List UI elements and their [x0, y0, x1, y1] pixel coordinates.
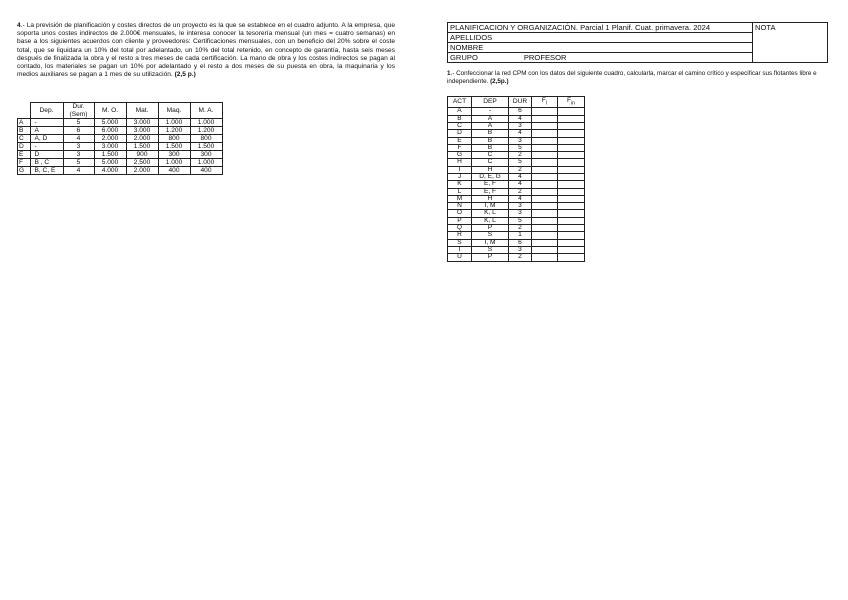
problem-4-number: 4: [17, 22, 21, 29]
problem-4-text: .- La previsión de planificación y costes directos de un proyecto es la que se establece en el cuadro adjunto. A la empresa, que soporta unos costes indirectos de 2.000€ mensuales, le interesa conocer la tesorería mensual (un mes = cuatro semanas) en base a los siguientes acuerdos con cliente y proveedores: Certificaciones mensuales, con un beneficio del 20% sobre el coste total, que se liquidara un 10% del total por adelantado, un 10% del total retenido, en concepto de garantía, hasta seis meses después de finalizada la obra y el resto a tres meses de cada certificación. La mano de obra y los costes indirectos se pagan al contado, los materiales se pagan un 10% por adelantado y el resto a dos meses de su puesta en obra, la maquinaria y los medios auxiliares se pagan a 1 mes de su utilización.: [17, 22, 395, 79]
costs-cell: A, D: [30, 135, 63, 143]
cpm-act-cell: A: [448, 108, 472, 115]
costs-cell: 6.000: [94, 127, 126, 135]
cpm-table-row: [448, 181, 585, 188]
costs-cell: 1.200: [190, 127, 222, 135]
costs-table-row: [18, 143, 223, 151]
cpm-act-cell: C: [448, 122, 472, 129]
cpm-fin-cell[interactable]: [558, 225, 585, 232]
grupo-label: GRUPO: [450, 53, 478, 62]
cpm-table-row: [448, 203, 585, 210]
cpm-fin-cell[interactable]: [558, 217, 585, 224]
cpm-dur-cell: 6: [509, 108, 532, 115]
cpm-dep-cell: S: [472, 232, 509, 239]
cpm-table-row: [448, 217, 585, 224]
cpm-fin-cell[interactable]: [558, 181, 585, 188]
cpm-act-cell: T: [448, 246, 472, 253]
cpm-act-cell: D: [448, 130, 472, 137]
cpm-dep-cell: C: [472, 159, 509, 166]
costs-row-label: C: [18, 135, 31, 143]
costs-cell: 2.000: [94, 135, 126, 143]
cpm-fl-cell[interactable]: [532, 246, 558, 253]
problem-1-text: .- Confeccionar la red CPM con los datos del siguiente cuadro, calcularla, marcar el camino crítico y especificar sus flotantes libre e independiente.: [447, 70, 817, 85]
cpm-dur-cell: 3: [509, 137, 532, 144]
cpm-fl-cell[interactable]: [532, 225, 558, 232]
cpm-dur-cell: 4: [509, 181, 532, 188]
cpm-fl-cell[interactable]: [532, 144, 558, 151]
cpm-fl-cell[interactable]: [532, 130, 558, 137]
costs-cell: 3.000: [126, 119, 158, 127]
costs-table-row: [18, 119, 223, 127]
costs-cell: -: [30, 143, 63, 151]
cpm-table-row: [448, 210, 585, 217]
cpm-act-cell: Q: [448, 225, 472, 232]
cpm-table-row: [448, 159, 585, 166]
cpm-dur-cell: 4: [509, 173, 532, 180]
cpm-fin-cell[interactable]: [558, 254, 585, 261]
costs-cell: 5: [63, 119, 94, 127]
cpm-dep-cell: -: [472, 108, 509, 115]
cpm-col-fin-letter: F: [567, 97, 572, 104]
cpm-col-fin: [558, 97, 585, 108]
cpm-table-row: [448, 225, 585, 232]
cpm-fin-cell[interactable]: [558, 159, 585, 166]
cpm-dep-cell: E, F: [472, 188, 509, 195]
costs-cell: 1.000: [158, 159, 190, 167]
costs-table: [17, 102, 223, 175]
cpm-act-cell: U: [448, 254, 472, 261]
cpm-table-row: [448, 173, 585, 180]
costs-table-row: [18, 151, 223, 159]
costs-cell: 300: [158, 151, 190, 159]
exam-title: PLANIFICACION Y ORGANIZACIÓN. Parcial 1 Planif. Cuat. primavera. 2024: [448, 23, 753, 33]
cpm-fin-cell[interactable]: [558, 246, 585, 253]
cpm-dur-cell: 2: [509, 254, 532, 261]
cpm-table-row: [448, 188, 585, 195]
costs-row-label: B: [18, 127, 31, 135]
cpm-dep-cell: K, L: [472, 217, 509, 224]
problem-1-statement: [447, 70, 829, 86]
profesor-label: PROFESOR: [523, 53, 567, 62]
cpm-dep-cell: D, E, G: [472, 173, 509, 180]
cpm-fl-cell[interactable]: [532, 188, 558, 195]
problem-1-number: 1: [447, 70, 451, 77]
cpm-dep-cell: S: [472, 246, 509, 253]
costs-cell: 1.500: [158, 143, 190, 151]
costs-col-ma: M. A.: [190, 103, 222, 119]
exam-header-title-row: [448, 23, 828, 33]
cpm-dur-cell: 3: [509, 203, 532, 210]
cpm-act-cell: M: [448, 195, 472, 202]
cpm-dur-cell: 3: [509, 246, 532, 253]
cpm-fin-cell[interactable]: [558, 108, 585, 115]
cpm-col-fl-letter: F: [541, 97, 546, 104]
cpm-fl-cell[interactable]: [532, 239, 558, 246]
costs-table-body: [18, 119, 223, 175]
cpm-act-cell: E: [448, 137, 472, 144]
costs-cell: B , C: [30, 159, 63, 167]
cpm-table-row: [448, 152, 585, 159]
exam-header-table: [447, 22, 828, 63]
costs-row-label: G: [18, 167, 31, 175]
cpm-table-row: [448, 122, 585, 129]
apellidos-field[interactable]: APELLIDOS: [448, 33, 753, 43]
cpm-dur-cell: 2: [509, 225, 532, 232]
nota-label: NOTA: [755, 23, 776, 32]
cpm-dur-cell: 2: [509, 166, 532, 173]
cpm-fin-cell[interactable]: [558, 137, 585, 144]
cpm-act-cell: F: [448, 144, 472, 151]
costs-col-blank: [18, 103, 31, 119]
costs-cell: 3.000: [126, 127, 158, 135]
costs-row-label: D: [18, 143, 31, 151]
costs-cell: A: [30, 127, 63, 135]
cpm-dur-cell: 5: [509, 144, 532, 151]
cpm-table-row: [448, 195, 585, 202]
costs-cell: 400: [158, 167, 190, 175]
cpm-act-cell: G: [448, 152, 472, 159]
cpm-fl-cell[interactable]: [532, 159, 558, 166]
costs-cell: 1.500: [94, 151, 126, 159]
costs-cell: -: [30, 119, 63, 127]
cpm-fin-cell[interactable]: [558, 188, 585, 195]
cpm-dep-cell: P: [472, 254, 509, 261]
cpm-dep-cell: E, F: [472, 181, 509, 188]
cpm-table-row: [448, 232, 585, 239]
cpm-dep-cell: B: [472, 130, 509, 137]
cpm-table-row: [448, 144, 585, 151]
cpm-table-row: [448, 254, 585, 261]
cpm-table-body: [448, 108, 585, 261]
cpm-table-row: [448, 166, 585, 173]
cpm-col-fl: [532, 97, 558, 108]
grupo-profesor-field[interactable]: [448, 53, 753, 63]
cpm-fl-cell[interactable]: [532, 217, 558, 224]
costs-cell: 900: [126, 151, 158, 159]
cpm-fin-cell[interactable]: [558, 166, 585, 173]
cpm-col-dur: DUR: [509, 97, 532, 108]
costs-cell: 4: [63, 135, 94, 143]
cpm-fin-cell[interactable]: [558, 210, 585, 217]
cpm-act-cell: P: [448, 217, 472, 224]
nota-box: [753, 23, 828, 63]
cpm-act-cell: N: [448, 203, 472, 210]
cpm-fin-cell[interactable]: [558, 173, 585, 180]
cpm-table-row: [448, 115, 585, 122]
cpm-dur-cell: 4: [509, 195, 532, 202]
costs-col-dep: Dep.: [30, 103, 63, 119]
costs-cell: 3: [63, 143, 94, 151]
costs-cell: B, C, E: [30, 167, 63, 175]
cpm-act-cell: K: [448, 181, 472, 188]
costs-cell: 1.500: [126, 143, 158, 151]
costs-col-mo: M. O.: [94, 103, 126, 119]
problem-4-points: (2,5 p.): [174, 71, 196, 79]
cpm-dur-cell: 2: [509, 188, 532, 195]
cpm-fl-cell[interactable]: [532, 181, 558, 188]
cpm-table-row: [448, 108, 585, 115]
cpm-dep-cell: K, L: [472, 210, 509, 217]
cpm-act-cell: I: [448, 166, 472, 173]
cpm-act-cell: H: [448, 159, 472, 166]
costs-cell: 6: [63, 127, 94, 135]
cpm-dep-cell: C: [472, 152, 509, 159]
costs-cell: 4.000: [94, 167, 126, 175]
costs-cell: 800: [190, 135, 222, 143]
cpm-dep-cell: H: [472, 166, 509, 173]
cpm-dep-cell: B: [472, 137, 509, 144]
costs-col-dur: Dur. (Sem): [63, 103, 94, 119]
costs-cell: 1.500: [190, 143, 222, 151]
cpm-fl-cell[interactable]: [532, 210, 558, 217]
cpm-table-row: [448, 246, 585, 253]
cpm-col-dep: DEP: [472, 97, 509, 108]
cpm-fin-cell[interactable]: [558, 122, 585, 129]
cpm-fl-cell[interactable]: [532, 232, 558, 239]
cpm-fl-cell[interactable]: [532, 195, 558, 202]
cpm-fin-cell[interactable]: [558, 144, 585, 151]
cpm-fin-cell[interactable]: [558, 203, 585, 210]
cpm-dur-cell: 4: [509, 115, 532, 122]
problem-1-points: (2,5p.): [490, 77, 509, 85]
cpm-fl-cell[interactable]: [532, 108, 558, 115]
costs-cell: 3.000: [94, 143, 126, 151]
cpm-fin-cell[interactable]: [558, 152, 585, 159]
costs-cell: 2.000: [126, 167, 158, 175]
cpm-dep-cell: A: [472, 122, 509, 129]
cpm-dur-cell: 6: [509, 239, 532, 246]
cpm-act-cell: L: [448, 188, 472, 195]
cpm-col-act: ACT: [448, 97, 472, 108]
cpm-fl-cell[interactable]: [532, 203, 558, 210]
costs-table-row: [18, 127, 223, 135]
costs-row-label: A: [18, 119, 31, 127]
cpm-table-row: [448, 239, 585, 246]
cpm-table-header-row: [448, 97, 585, 108]
problem-4-statement: [17, 22, 395, 79]
cpm-act-cell: O: [448, 210, 472, 217]
costs-cell: D: [30, 151, 63, 159]
cpm-fin-cell[interactable]: [558, 130, 585, 137]
cpm-fl-cell[interactable]: [532, 115, 558, 122]
cpm-table-row: [448, 130, 585, 137]
costs-cell: 400: [190, 167, 222, 175]
costs-table-row: [18, 159, 223, 167]
cpm-fl-cell[interactable]: [532, 152, 558, 159]
costs-cell: 5.000: [94, 119, 126, 127]
costs-row-label: F: [18, 159, 31, 167]
costs-cell: 1.000: [190, 119, 222, 127]
cpm-col-fl-sub: l: [545, 100, 548, 107]
cpm-act-cell: R: [448, 232, 472, 239]
cpm-act-cell: B: [448, 115, 472, 122]
cpm-dur-cell: 5: [509, 217, 532, 224]
cpm-dep-cell: I, M: [472, 239, 509, 246]
cpm-act-cell: S: [448, 239, 472, 246]
costs-cell: 4: [63, 167, 94, 175]
cpm-dep-cell: H: [472, 195, 509, 202]
costs-cell: 2.500: [126, 159, 158, 167]
cpm-dur-cell: 3: [509, 122, 532, 129]
cpm-dur-cell: 2: [509, 152, 532, 159]
cpm-fin-cell[interactable]: [558, 115, 585, 122]
costs-row-label: E: [18, 151, 31, 159]
cpm-dep-cell: I, M: [472, 203, 509, 210]
cpm-fin-cell[interactable]: [558, 232, 585, 239]
cpm-table-row: [448, 137, 585, 144]
cpm-dep-cell: A: [472, 115, 509, 122]
costs-cell: 1.000: [158, 119, 190, 127]
nombre-field[interactable]: NOMBRE: [448, 43, 753, 53]
cpm-fl-cell[interactable]: [532, 137, 558, 144]
costs-table-row: [18, 135, 223, 143]
costs-cell: 800: [158, 135, 190, 143]
cpm-table: [447, 96, 585, 262]
cpm-fin-cell[interactable]: [558, 239, 585, 246]
costs-col-maq: Maq.: [158, 103, 190, 119]
costs-cell: 2.000: [126, 135, 158, 143]
cpm-col-fin-sub: in: [571, 100, 575, 107]
cpm-act-cell: J: [448, 173, 472, 180]
costs-cell: 5: [63, 159, 94, 167]
costs-cell: 5.000: [94, 159, 126, 167]
cpm-dur-cell: 4: [509, 130, 532, 137]
costs-table-header-row: [18, 103, 223, 119]
cpm-fl-cell[interactable]: [532, 173, 558, 180]
costs-cell: 300: [190, 151, 222, 159]
cpm-fin-cell[interactable]: [558, 195, 585, 202]
cpm-dep-cell: P: [472, 225, 509, 232]
cpm-dur-cell: 1: [509, 232, 532, 239]
cpm-dur-cell: 3: [509, 210, 532, 217]
costs-table-row: [18, 167, 223, 175]
cpm-dep-cell: B: [472, 144, 509, 151]
cpm-fl-cell[interactable]: [532, 166, 558, 173]
costs-col-mat: Mat.: [126, 103, 158, 119]
cpm-dur-cell: 5: [509, 159, 532, 166]
costs-cell: 3: [63, 151, 94, 159]
costs-cell: 1.200: [158, 127, 190, 135]
cpm-fl-cell[interactable]: [532, 122, 558, 129]
cpm-fl-cell[interactable]: [532, 254, 558, 261]
costs-cell: 1.000: [190, 159, 222, 167]
